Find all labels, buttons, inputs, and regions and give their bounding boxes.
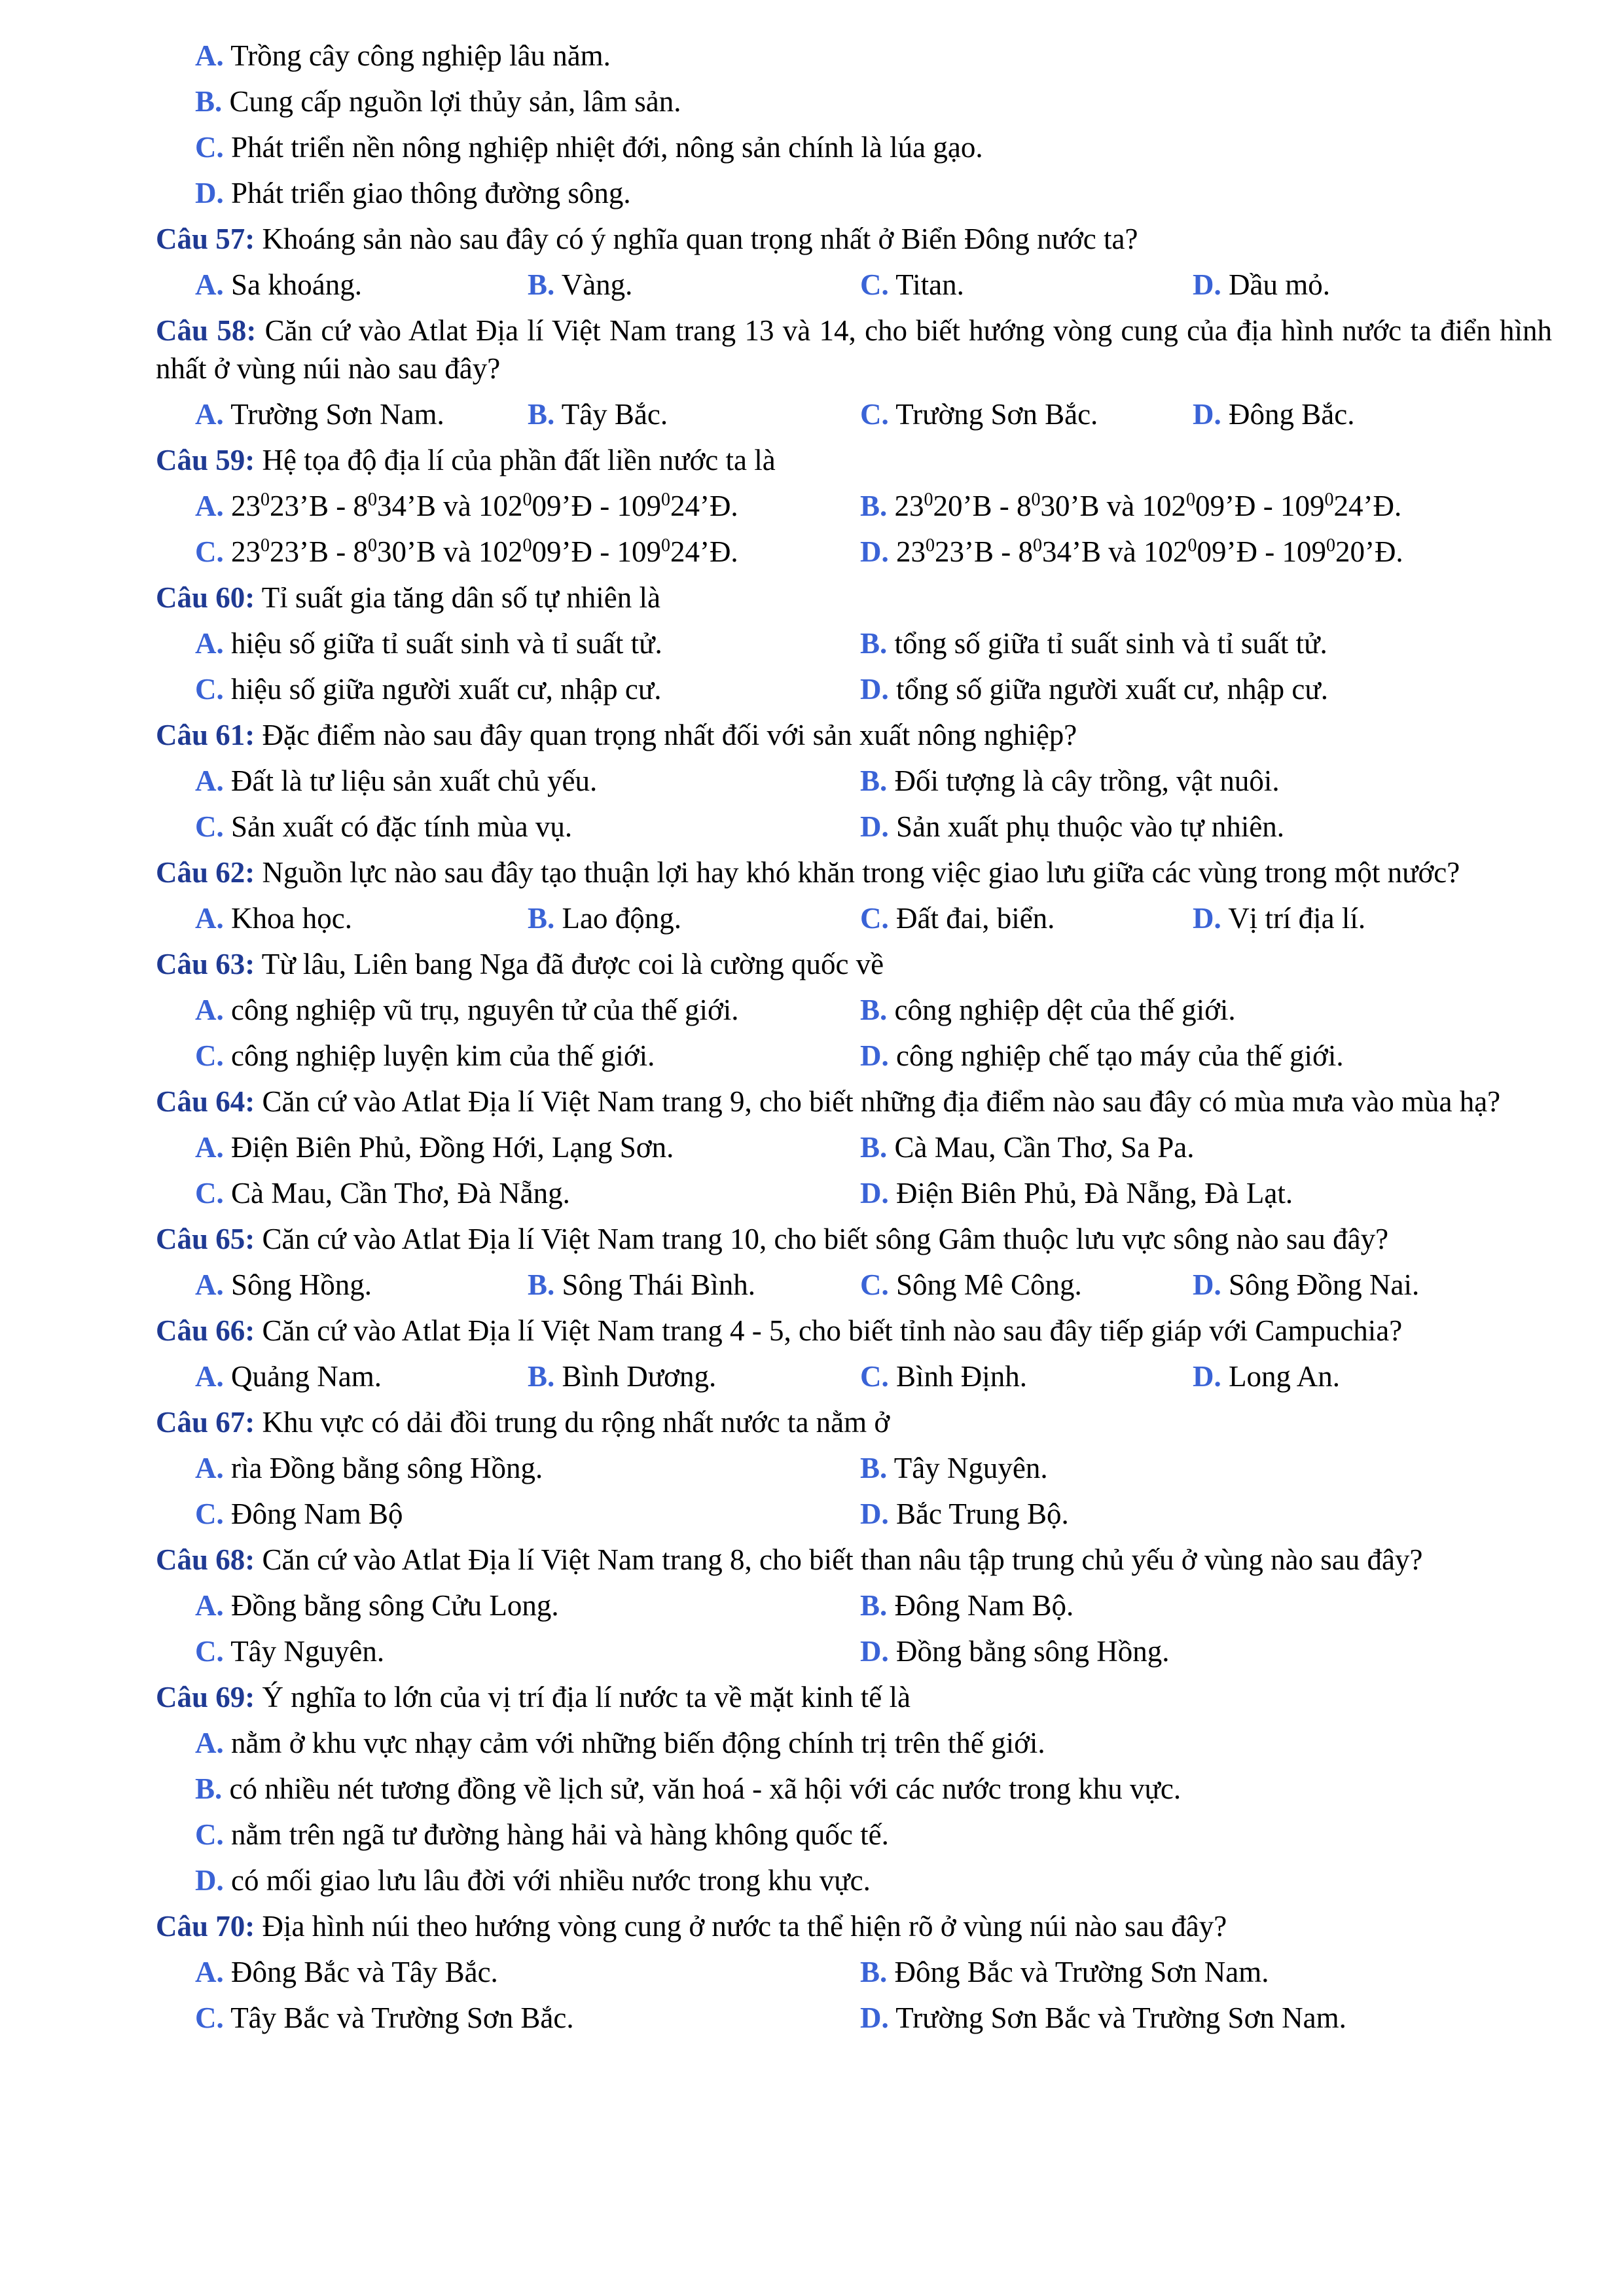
- question-text: Địa hình núi theo hướng vòng cung ở nước ta thể hiện rõ ở vùng núi nào sau đây?: [262, 1910, 1227, 1943]
- option-a: A. Trồng cây công nghiệp lâu năm.: [195, 39, 611, 72]
- option-b: B. Tây Bắc.: [528, 398, 668, 431]
- option-row: [195, 1124, 1552, 1170]
- option-d: D. Bắc Trung Bộ.: [860, 1498, 1069, 1530]
- option-row: [195, 1491, 1552, 1537]
- option-row: [195, 620, 1552, 666]
- question-text: Khu vực có dải đồi trung du rộng nhất nước ta nằm ở: [262, 1406, 890, 1439]
- question-text: Hệ tọa độ địa lí của phần đất liền nước ta là: [262, 444, 776, 476]
- option-row: [195, 1949, 1552, 1995]
- question-61: [156, 712, 1552, 758]
- question-label: Câu 67:: [156, 1406, 255, 1439]
- option-row: [195, 666, 1552, 712]
- option-row: [195, 79, 1552, 124]
- question-label: Câu 58:: [156, 314, 257, 347]
- option-b: B. Đối tượng là cây trồng, vật nuôi.: [860, 764, 1280, 797]
- option-d: D. Sản xuất phụ thuộc vào tự nhiên.: [860, 810, 1285, 843]
- question-text: Căn cứ vào Atlat Địa lí Việt Nam trang 9, cho biết những địa điểm nào sau đây có mùa mưa vào mùa hạ?: [262, 1085, 1501, 1118]
- question-65: [156, 1216, 1552, 1262]
- option-row: [195, 124, 1552, 170]
- option-b: B. Tây Nguyên.: [860, 1452, 1048, 1484]
- option-b: B. công nghiệp dệt của thế giới.: [860, 994, 1236, 1026]
- option-a: A. $23^023’B$ - $8^034’B$ và $102^009’Đ$ - $109^024’Đ$.: [195, 490, 738, 522]
- question-60: [156, 575, 1552, 620]
- option-row: [195, 33, 1552, 79]
- option-row: [195, 1628, 1552, 1674]
- option-b: B. Lao động.: [528, 902, 681, 935]
- option-row: [195, 262, 1552, 308]
- option-a: A. hiệu số giữa tỉ suất sinh và tỉ suất tử.: [195, 627, 662, 660]
- option-row: [195, 1354, 1552, 1399]
- option-row: [195, 1583, 1552, 1628]
- question-label: Câu 62:: [156, 856, 255, 889]
- option-row: [195, 483, 1552, 529]
- option-c: C. công nghiệp luyện kim của thế giới.: [195, 1039, 655, 1072]
- question-62: [156, 850, 1552, 895]
- option-b: B. Bình Dương.: [528, 1360, 717, 1393]
- question-69: [156, 1674, 1552, 1720]
- question-label: Câu 60:: [156, 581, 255, 614]
- option-c: C. hiệu số giữa người xuất cư, nhập cư.: [195, 673, 662, 706]
- question-text: Căn cứ vào Atlat Địa lí Việt Nam trang 13 và 14, cho biết hướng vòng cung của địa hình nước ta điển hình nhất ở vùng núi nào sau đây?: [156, 314, 1552, 385]
- option-b: B. Sông Thái Bình.: [528, 1268, 755, 1301]
- question-text: Căn cứ vào Atlat Địa lí Việt Nam trang 8, cho biết than nâu tập trung chủ yếu ở vùng nào sau đây?: [262, 1543, 1423, 1576]
- question-59: [156, 437, 1552, 483]
- option-row: [195, 1033, 1552, 1079]
- option-c: C. Tây Bắc và Trường Sơn Bắc.: [195, 2001, 574, 2034]
- question-64: [156, 1079, 1552, 1124]
- option-row: [195, 1170, 1552, 1216]
- question-label: Câu 66:: [156, 1314, 255, 1347]
- option-row: [195, 391, 1552, 437]
- option-c: C. Phát triển nền nông nghiệp nhiệt đới, nông sản chính là lúa gạo.: [195, 131, 983, 164]
- question-text: Căn cứ vào Atlat Địa lí Việt Nam trang 10, cho biết sông Gâm thuộc lưu vực sông nào sau đây?: [262, 1223, 1389, 1255]
- option-d: D. Dầu mỏ.: [1193, 268, 1330, 301]
- question-label: Câu 61:: [156, 719, 255, 751]
- option-d: D. Sông Đồng Nai.: [1193, 1268, 1420, 1301]
- option-d: D. Trường Sơn Bắc và Trường Sơn Nam.: [860, 2001, 1346, 2034]
- option-d: D. tổng số giữa người xuất cư, nhập cư.: [860, 673, 1328, 706]
- option-d: D. Vị trí địa lí.: [1193, 902, 1366, 935]
- question-68: [156, 1537, 1552, 1583]
- question-label: Câu 59:: [156, 444, 255, 476]
- question-70: [156, 1903, 1552, 1949]
- option-b: B. Vàng.: [528, 268, 633, 301]
- option-a: A. Sa khoáng.: [195, 268, 362, 301]
- option-b: B. tổng số giữa tỉ suất sinh và tỉ suất tử.: [860, 627, 1327, 660]
- option-d: D. có mối giao lưu lâu đời với nhiều nước trong khu vực.: [195, 1864, 871, 1897]
- option-c: C. nằm trên ngã tư đường hàng hải và hàng không quốc tế.: [195, 1818, 889, 1851]
- question-57: [156, 216, 1552, 262]
- option-row: [195, 1720, 1552, 1766]
- question-label: Câu 57:: [156, 223, 255, 255]
- question-text: Khoáng sản nào sau đây có ý nghĩa quan trọng nhất ở Biển Đông nước ta?: [262, 223, 1138, 255]
- option-c: C. Bình Định.: [860, 1360, 1028, 1393]
- option-b: B. Cung cấp nguồn lợi thủy sản, lâm sản.: [195, 85, 681, 118]
- question-text: Từ lâu, Liên bang Nga đã được coi là cường quốc về: [261, 948, 884, 980]
- option-row: [195, 895, 1552, 941]
- question-58: [156, 308, 1552, 391]
- option-c: C. Cà Mau, Cần Thơ, Đà Nẵng.: [195, 1177, 570, 1210]
- question-66: [156, 1308, 1552, 1354]
- question-67: [156, 1399, 1552, 1445]
- option-d: D. $23^023’B$ - $8^034’B$ và $102^009’Đ$ - $109^020’Đ$.: [860, 535, 1403, 568]
- option-row: [195, 170, 1552, 216]
- option-c: C. $23^023’B$ - $8^030’B$ và $102^009’Đ$ - $109^024’Đ$.: [195, 535, 738, 568]
- option-a: A. nằm ở khu vực nhạy cảm với những biến động chính trị trên thế giới.: [195, 1727, 1045, 1759]
- question-label: Câu 68:: [156, 1543, 255, 1576]
- option-d: D. Long An.: [1193, 1360, 1341, 1393]
- option-d: D. Đông Bắc.: [1193, 398, 1355, 431]
- option-row: [195, 987, 1552, 1033]
- option-row: [195, 529, 1552, 575]
- option-b: B. có nhiều nét tương đồng về lịch sử, văn hoá - xã hội với các nước trong khu vực.: [195, 1772, 1182, 1805]
- option-a: A. rìa Đồng bằng sông Hồng.: [195, 1452, 543, 1484]
- question-label: Câu 65:: [156, 1223, 255, 1255]
- question-63: [156, 941, 1552, 987]
- option-b: B. $23^020’B$ - $8^030’B$ và $102^009’Đ$ - $109^024’Đ$.: [860, 490, 1402, 522]
- option-row: [195, 1766, 1552, 1812]
- option-c: C. Đất đai, biển.: [860, 902, 1055, 935]
- option-c: C. Đông Nam Bộ: [195, 1498, 403, 1530]
- option-c: C. Sản xuất có đặc tính mùa vụ.: [195, 810, 573, 843]
- option-row: [195, 1262, 1552, 1308]
- option-row: [195, 758, 1552, 804]
- option-b: B. Đông Nam Bộ.: [860, 1589, 1074, 1622]
- question-label: Câu 69:: [156, 1681, 255, 1713]
- option-b: B. Cà Mau, Cần Thơ, Sa Pa.: [860, 1131, 1195, 1164]
- option-a: A. Đông Bắc và Tây Bắc.: [195, 1956, 498, 1988]
- option-row: [195, 1995, 1552, 2041]
- option-d: D. Điện Biên Phủ, Đà Nẵng, Đà Lạt.: [860, 1177, 1293, 1210]
- question-text: Đặc điểm nào sau đây quan trọng nhất đối với sản xuất nông nghiệp?: [262, 719, 1077, 751]
- option-c: C. Tây Nguyên.: [195, 1635, 385, 1668]
- option-a: A. Trường Sơn Nam.: [195, 398, 444, 431]
- option-a: A. Điện Biên Phủ, Đồng Hới, Lạng Sơn.: [195, 1131, 674, 1164]
- option-c: C. Sông Mê Công.: [860, 1268, 1082, 1301]
- option-c: C. Trường Sơn Bắc.: [860, 398, 1098, 431]
- option-row: [195, 1857, 1552, 1903]
- option-row: [195, 1445, 1552, 1491]
- option-a: A. Đồng bằng sông Cửu Long.: [195, 1589, 559, 1622]
- option-a: A. Quảng Nam.: [195, 1360, 382, 1393]
- question-text: Tỉ suất gia tăng dân số tự nhiên là: [261, 581, 660, 614]
- question-label: Câu 64:: [156, 1085, 255, 1118]
- question-label: Câu 70:: [156, 1910, 255, 1943]
- option-b: B. Đông Bắc và Trường Sơn Nam.: [860, 1956, 1269, 1988]
- question-label: Câu 63:: [156, 948, 255, 980]
- option-d: D. Đồng bằng sông Hồng.: [860, 1635, 1170, 1668]
- option-a: A. Khoa học.: [195, 902, 352, 935]
- option-d: D. công nghiệp chế tạo máy của thế giới.: [860, 1039, 1344, 1072]
- option-a: A. Sông Hồng.: [195, 1268, 372, 1301]
- question-text: Ý nghĩa to lớn của vị trí địa lí nước ta về mặt kinh tế là: [262, 1681, 911, 1713]
- option-c: C. Titan.: [860, 268, 964, 301]
- option-row: [195, 804, 1552, 850]
- question-text: Nguồn lực nào sau đây tạo thuận lợi hay khó khăn trong việc giao lưu giữa các vùng trong một nước?: [262, 856, 1460, 889]
- question-text: Căn cứ vào Atlat Địa lí Việt Nam trang 4 - 5, cho biết tỉnh nào sau đây tiếp giáp với Campuchia?: [262, 1314, 1403, 1347]
- option-row: [195, 1812, 1552, 1857]
- option-d: D. Phát triển giao thông đường sông.: [195, 177, 631, 209]
- option-a: A. Đất là tư liệu sản xuất chủ yếu.: [195, 764, 598, 797]
- option-a: A. công nghiệp vũ trụ, nguyên tử của thế giới.: [195, 994, 739, 1026]
